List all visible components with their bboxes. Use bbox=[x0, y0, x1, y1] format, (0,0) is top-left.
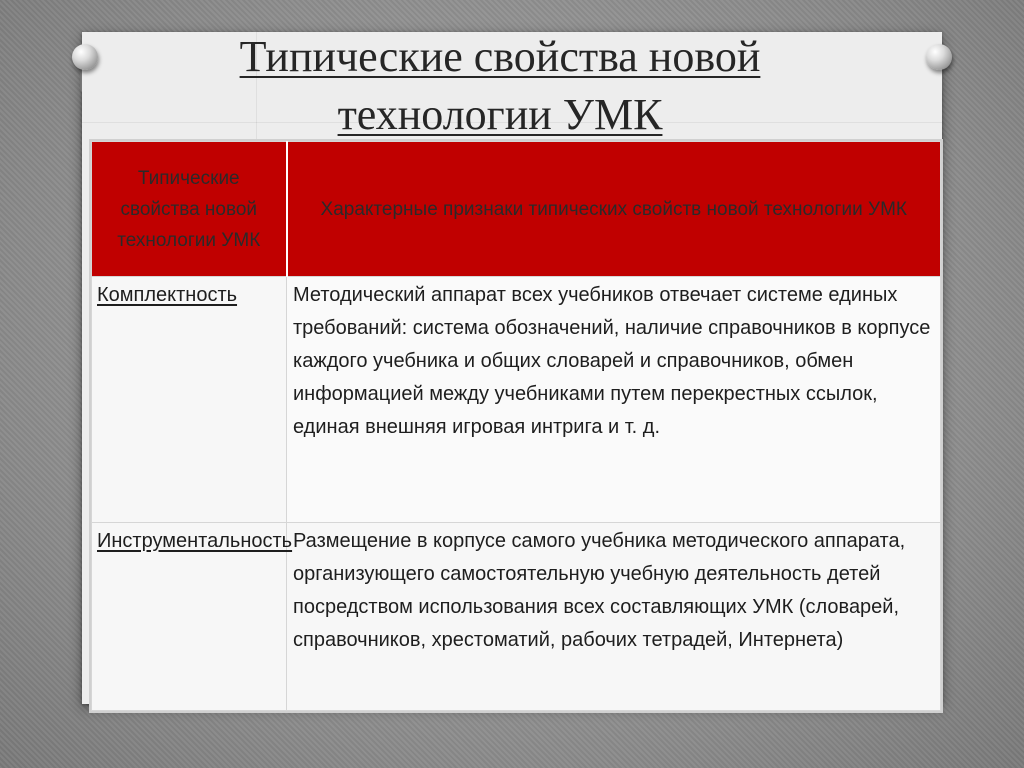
property-name-cell: Комплектность bbox=[92, 277, 287, 523]
table-row bbox=[92, 277, 941, 523]
property-description-cell: Размещение в корпусе самого учебника методического аппарата, организующего самостоятельную учебную деятельность детей посредством использования всех составляющих УМК (словарей, справочников, хрестоматий, рабочих тетрадей, Интернета) bbox=[287, 523, 941, 711]
pushpin-icon bbox=[926, 44, 952, 70]
property-name-cell: Инструментальность bbox=[92, 523, 287, 711]
properties-table bbox=[91, 141, 941, 711]
header-cell-property: Типические свойства новой технологии УМК bbox=[92, 142, 287, 277]
header-cell-features: Характерные признаки типических свойств новой технологии УМК bbox=[287, 142, 941, 277]
pushpin-icon bbox=[72, 44, 98, 70]
slide-title: Типические свойства новой технологии УМК bbox=[239, 32, 761, 139]
property-description-cell: Методический аппарат всех учебников отвечает системе единых требований: система обозначений, наличие справочников в корпусе каждого учебника и общих словарей и справочников, обмен информацией между учебниками путем перекрестных ссылок, единая внешняя игровая интрига и т. д. bbox=[287, 277, 941, 523]
table-row bbox=[92, 523, 941, 711]
table-header-row bbox=[92, 142, 941, 277]
